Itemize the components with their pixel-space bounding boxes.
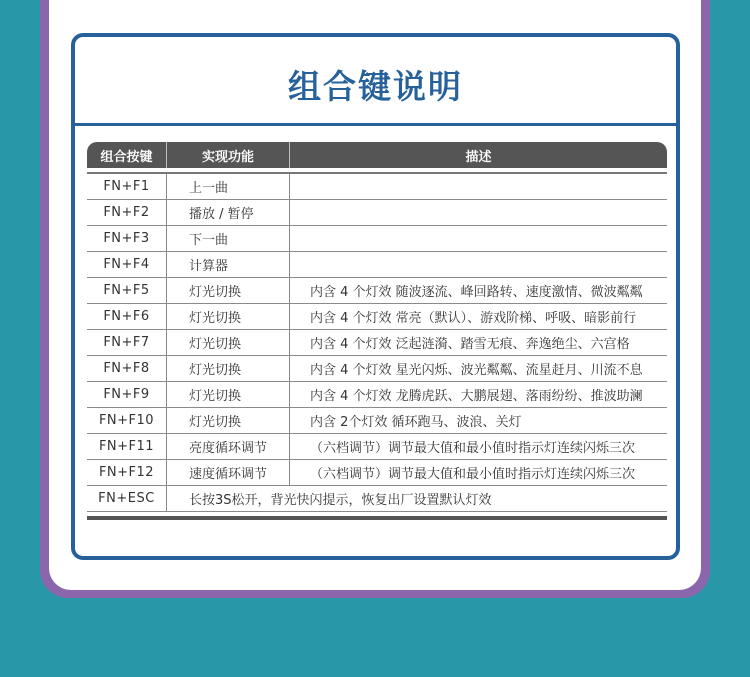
description-cell: [289, 200, 667, 225]
title-divider: [75, 123, 676, 126]
key-cell: FN+F10: [98, 413, 155, 428]
reset-description-cell: 长按3S松开，背光快闪提示，恢复出厂设置默认灯效: [166, 486, 667, 511]
key-cell: FN+F12: [98, 465, 155, 480]
function-cell: 灯光切换: [166, 382, 289, 407]
description-cell: 内含 4 个灯效 泛起涟漪、踏雪无痕、奔逸绝尘、六宫格: [289, 330, 667, 355]
table-row: [87, 382, 667, 408]
key-cell: FN+F11: [98, 439, 155, 454]
function-cell: 下一曲: [166, 226, 289, 251]
function-cell: 灯光切换: [166, 356, 289, 381]
description-cell: 内含 4 个灯效 星光闪烁、波光粼粼、流星赶月、川流不息: [289, 356, 667, 381]
description-cell: 内含 4 个灯效 龙腾虎跃、大鹏展翅、落雨纷纷、推波助澜: [289, 382, 667, 407]
function-cell: 播放 / 暂停: [166, 200, 289, 225]
key-cell: FN+F3: [103, 231, 150, 246]
description-cell: [289, 252, 667, 277]
key-cell: FN+F8: [103, 361, 150, 376]
page-title: 组合键说明: [288, 67, 463, 106]
table-row: [87, 252, 667, 278]
key-cell: FN+F6: [103, 309, 150, 324]
table-row: [87, 486, 667, 512]
description-cell: （六档调节）调节最大值和最小值时指示灯连续闪烁三次: [289, 434, 667, 459]
table-bottom-bar: [87, 516, 667, 520]
function-cell: 灯光切换: [166, 278, 289, 303]
key-cell: FN+F4: [103, 257, 150, 272]
function-cell: 灯光切换: [166, 304, 289, 329]
table-row: [87, 408, 667, 434]
function-cell: 计算器: [166, 252, 289, 277]
table-row: [87, 330, 667, 356]
description-cell: 内含 4 个灯效 随波逐流、峰回路转、速度激情、微波粼粼: [289, 278, 667, 303]
description-cell: 内含 2个灯效 循环跑马、波浪、关灯: [289, 408, 667, 433]
table-row: [87, 278, 667, 304]
table-row: [87, 200, 667, 226]
header-function: 实现功能: [166, 142, 289, 168]
table-header: [87, 142, 667, 168]
key-cell: FN+F5: [103, 283, 150, 298]
table-row: [87, 460, 667, 486]
description-cell: 内含 4 个灯效 常亮（默认）、游戏阶梯、呼吸、暗影前行: [289, 304, 667, 329]
table-row: [87, 356, 667, 382]
function-cell: 灯光切换: [166, 408, 289, 433]
table-row: [87, 434, 667, 460]
key-cell: FN+ESC: [98, 491, 155, 506]
table-row: [87, 304, 667, 330]
key-cell: FN+F7: [103, 335, 150, 350]
function-cell: 上一曲: [166, 174, 289, 199]
function-cell: 速度循环调节: [166, 460, 289, 485]
function-cell: 灯光切换: [166, 330, 289, 355]
key-cell: FN+F1: [103, 179, 150, 194]
shortcut-card: [71, 33, 680, 560]
table-row: [87, 174, 667, 200]
header-description: 描述: [289, 142, 667, 168]
description-cell: [289, 174, 667, 199]
table-row: [87, 226, 667, 252]
description-cell: （六档调节）调节最大值和最小值时指示灯连续闪烁三次: [289, 460, 667, 485]
header-key: 组合按键: [100, 149, 153, 165]
function-cell: 亮度循环调节: [166, 434, 289, 459]
key-cell: FN+F9: [103, 387, 150, 402]
description-cell: [289, 226, 667, 251]
key-cell: FN+F2: [103, 205, 150, 220]
shortcut-table: [87, 142, 667, 520]
